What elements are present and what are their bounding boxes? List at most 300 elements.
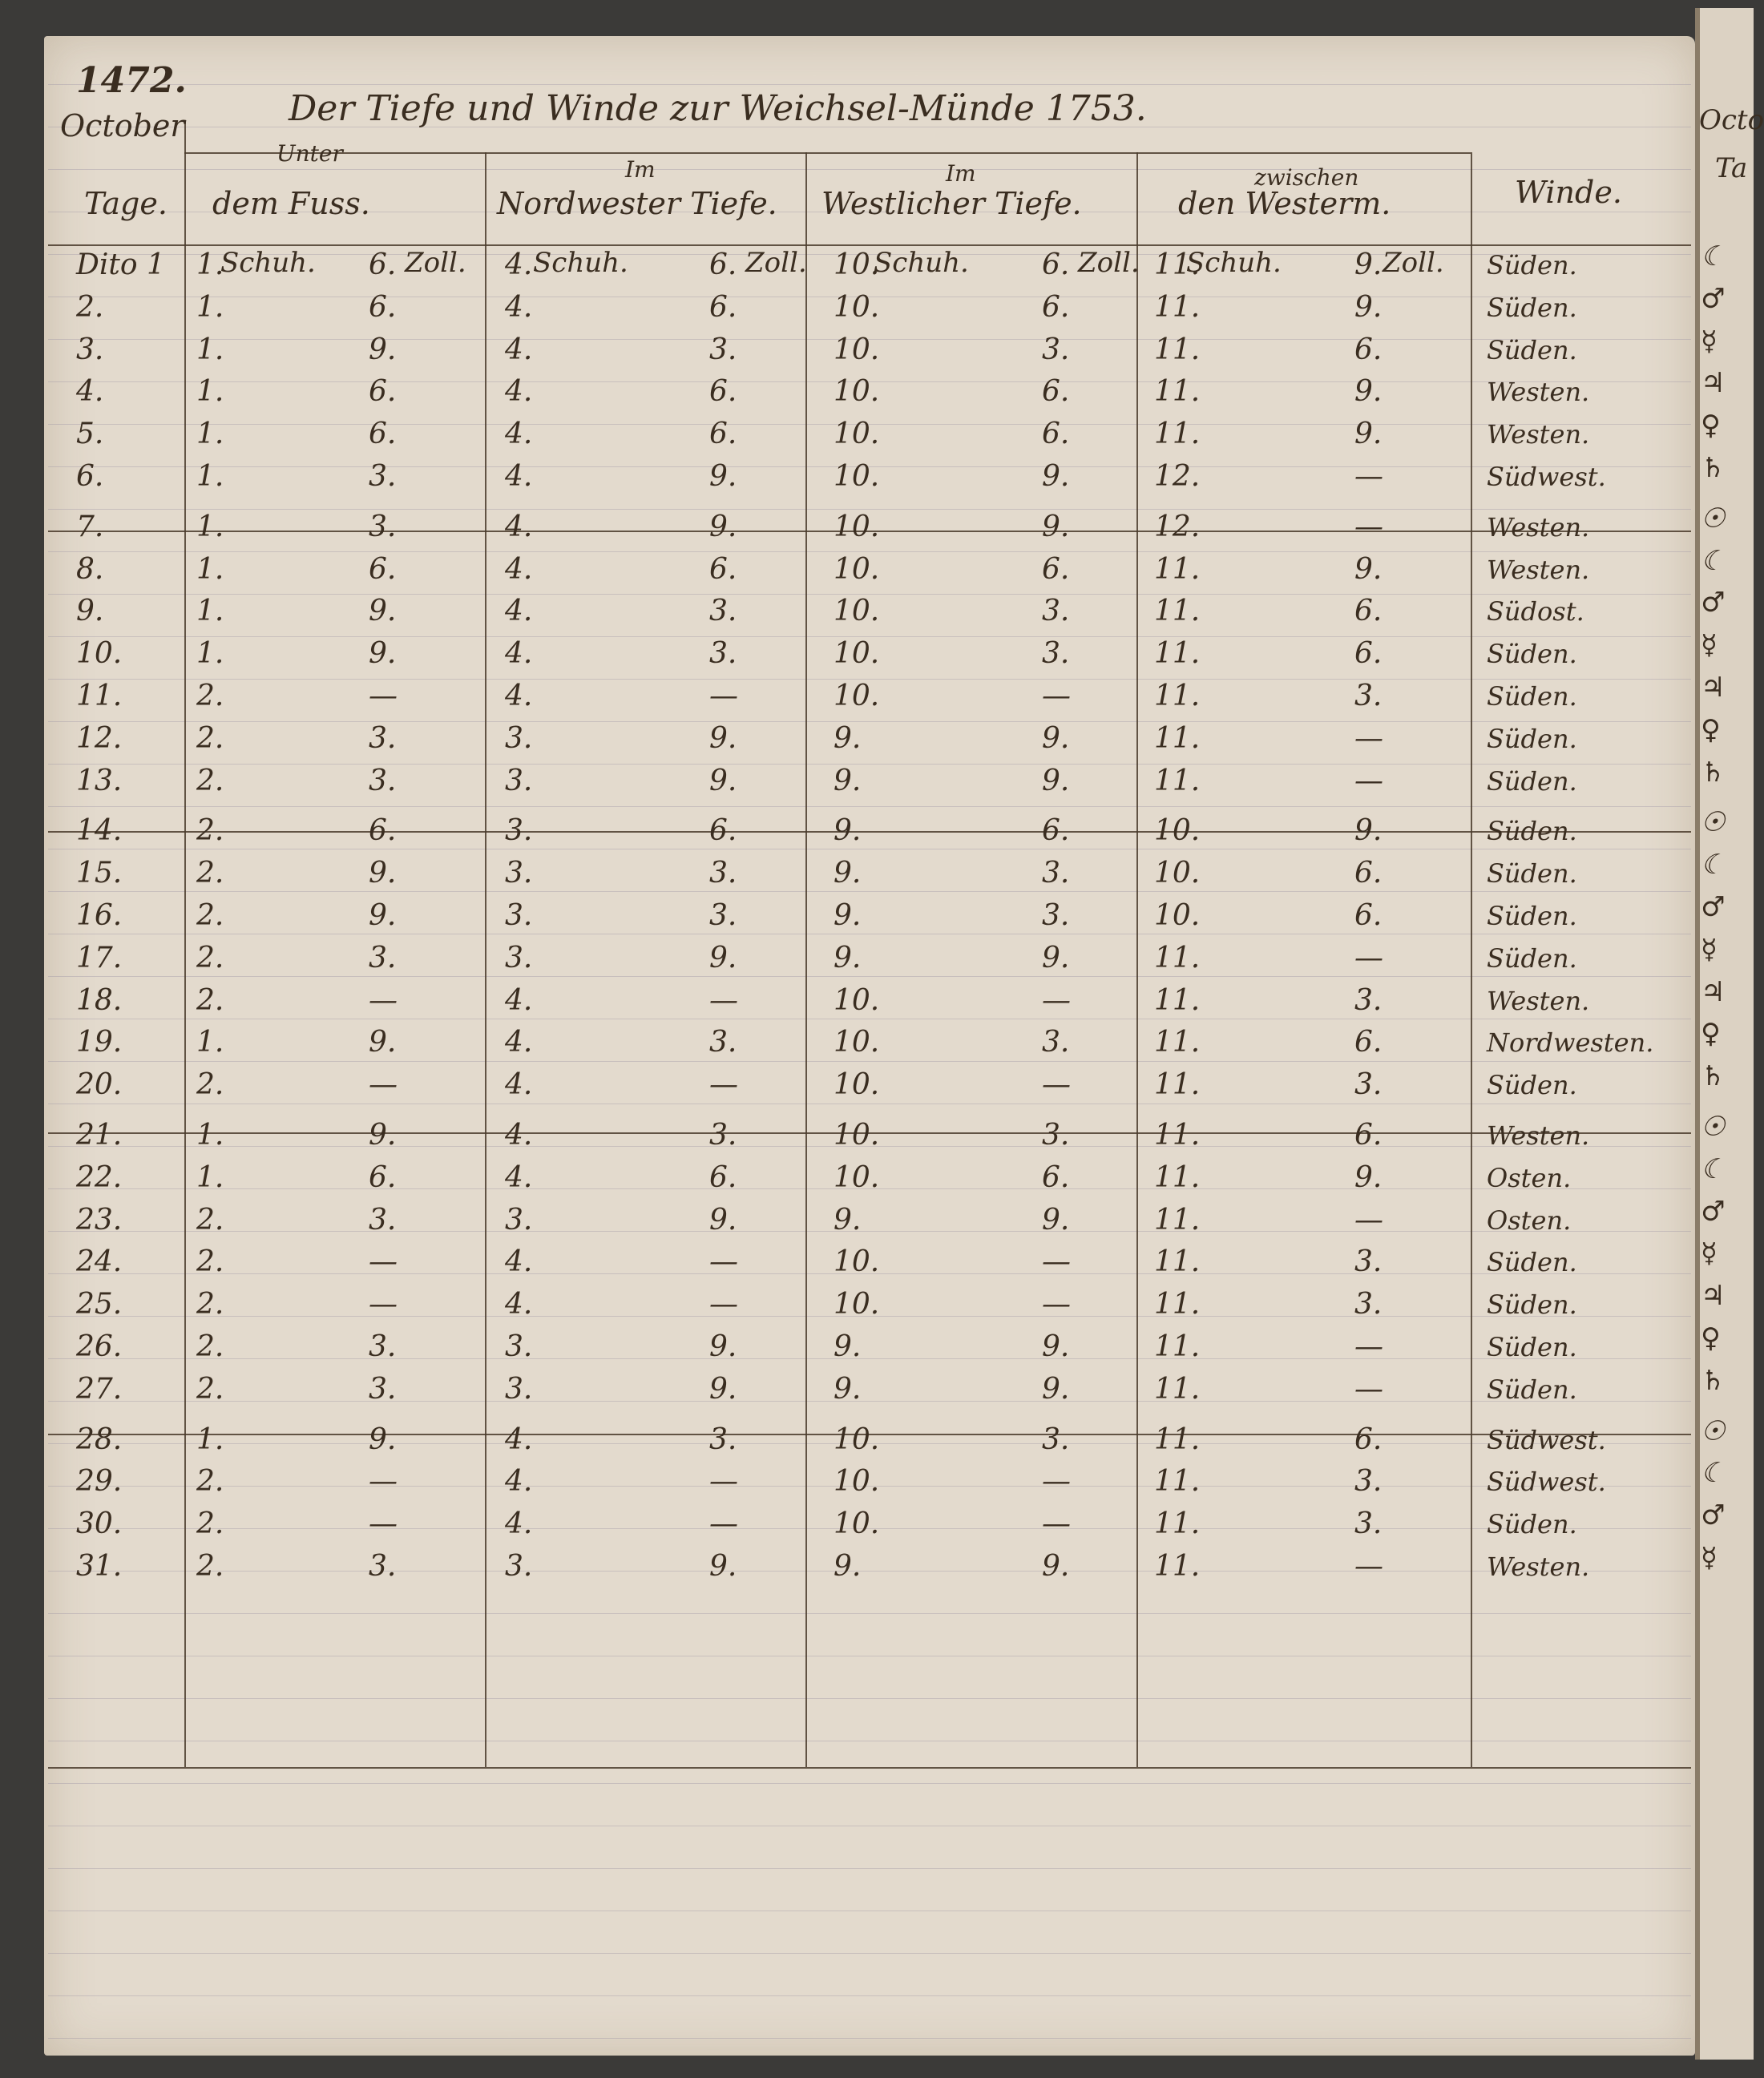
wind-cell: Westen. xyxy=(1487,554,1590,585)
adjacent-page-mark: ☾ xyxy=(1701,240,1726,272)
depth-cell-c1a: 2. xyxy=(196,1203,224,1237)
day-cell: 3. xyxy=(76,333,104,366)
ruled-line xyxy=(48,891,1691,892)
depth-cell-c4a: 11. xyxy=(1154,637,1201,671)
depth-cell-c3a: 9. xyxy=(834,899,862,932)
adjacent-page-mark: ☿ xyxy=(1701,629,1718,662)
depth-cell-c3b: — xyxy=(1042,1465,1071,1499)
depth-cell-c4a: 11. xyxy=(1154,983,1201,1017)
column-header-3-over: Im xyxy=(946,160,976,187)
wind-cell: Westen. xyxy=(1487,511,1590,543)
wind-cell: Süden. xyxy=(1487,723,1577,754)
day-cell: 2. xyxy=(76,290,104,324)
column-rule xyxy=(1136,152,1138,1767)
day-cell: 27. xyxy=(76,1372,123,1406)
depth-cell-c4a: 11. xyxy=(1154,1288,1201,1321)
wind-cell: Süden. xyxy=(1487,816,1577,847)
depth-cell-c3a: 10. xyxy=(834,1422,880,1456)
day-cell: 4. xyxy=(76,375,104,409)
adjacent-page-mark: ♂ xyxy=(1701,282,1726,315)
depth-cell-c3a: 10. xyxy=(834,290,880,324)
depth-cell-c4b: 6. xyxy=(1354,899,1383,932)
ruled-line xyxy=(48,1953,1691,1954)
ruled-line xyxy=(48,976,1691,977)
ruled-line xyxy=(48,1571,1691,1572)
adjacent-page-mark: ☿ xyxy=(1701,325,1718,357)
depth-cell-c4b: 6. xyxy=(1354,333,1383,366)
depth-cell-c4b: 6. xyxy=(1354,1026,1383,1059)
depth-cell-c4a: 11. xyxy=(1154,290,1201,324)
depth-cell-c1a: 1. xyxy=(196,510,224,543)
day-cell: 13. xyxy=(76,764,123,797)
depth-cell-c2a: 3. xyxy=(505,857,533,890)
adjacent-page-mark: ♂ xyxy=(1701,891,1726,923)
column-header-day: Tage. xyxy=(84,186,168,221)
depth-cell-c2a: 4. xyxy=(505,1026,533,1059)
depth-cell-c2b: 3. xyxy=(709,899,737,932)
depth-cell-c3a: 10. xyxy=(834,1160,880,1194)
day-cell: 7. xyxy=(76,510,104,543)
depth-cell-c3b: 9. xyxy=(1042,1550,1070,1583)
depth-cell-c2a: 3. xyxy=(505,764,533,797)
wind-cell: Südost. xyxy=(1487,596,1584,627)
depth-cell-c3b: 6. xyxy=(1042,418,1070,451)
page-title: Der Tiefe und Winde zur Weichsel-Münde 1753. xyxy=(289,88,1147,129)
depth-cell-c2b: 6. xyxy=(709,552,737,586)
depth-cell-c3b: — xyxy=(1042,1288,1071,1321)
depth-cell-c4b: — xyxy=(1354,941,1383,974)
depth-cell-c2b: 9. xyxy=(709,941,737,974)
depth-cell-c3a: 9. xyxy=(834,1203,862,1237)
depth-cell-c3a: 10. xyxy=(834,333,880,366)
depth-cell-c3a: 10. xyxy=(834,1068,880,1102)
depth-cell-c3b: 3. xyxy=(1042,333,1070,366)
depth-cell-c4a: 11. xyxy=(1154,1203,1201,1237)
day-cell: 26. xyxy=(76,1330,123,1363)
depth-cell-c1b: 6. xyxy=(369,375,397,409)
depth-cell-c2a: 3. xyxy=(505,1372,533,1406)
ruled-line xyxy=(48,2038,1691,2039)
depth-cell-c3a: 10. xyxy=(834,637,880,671)
depth-cell-c2b: 9. xyxy=(709,1330,737,1363)
unit-schuh: Schuh. xyxy=(220,247,316,279)
depth-cell-c2a: 4. xyxy=(505,1288,533,1321)
depth-cell-c1b: — xyxy=(369,1068,398,1102)
day-cell: 10. xyxy=(76,637,123,671)
depth-cell-c2b: 6. xyxy=(709,375,737,409)
ruled-line xyxy=(48,1995,1691,1996)
column-rule xyxy=(805,152,807,1767)
adjacent-page-mark: ☉ xyxy=(1701,1111,1726,1143)
depth-cell-c2b: 3. xyxy=(709,595,737,628)
depth-cell-c4b: 3. xyxy=(1354,983,1383,1017)
depth-cell-c2b: — xyxy=(709,1288,738,1321)
depth-cell-c2a: 3. xyxy=(505,721,533,755)
adjacent-page-mark: ☉ xyxy=(1701,806,1726,839)
depth-cell-c2b: 3. xyxy=(709,1422,737,1456)
depth-cell-c2a: 4. xyxy=(505,552,533,586)
column-header-4-over: zwischen xyxy=(1254,164,1359,191)
depth-cell-c1b: 9. xyxy=(369,899,397,932)
depth-cell-c2a: 3. xyxy=(505,1330,533,1363)
wind-cell: Südwest. xyxy=(1487,1467,1606,1498)
depth-cell-c1b: — xyxy=(369,680,398,712)
depth-cell-c3a: 9. xyxy=(834,1372,862,1406)
depth-cell-c4b: — xyxy=(1354,510,1383,543)
adjacent-page-mark: ♀ xyxy=(1701,410,1721,442)
depth-cell-c4b: 3. xyxy=(1354,1507,1383,1541)
adjacent-page-mark: ☿ xyxy=(1701,1542,1718,1574)
unit-zoll: Zoll. xyxy=(745,247,807,279)
depth-cell-c2b: 3. xyxy=(709,1026,737,1059)
wind-cell: Westen. xyxy=(1487,985,1590,1016)
depth-cell-c2a: 4. xyxy=(505,1068,533,1102)
depth-cell-c1b: 6. xyxy=(369,418,397,451)
day-cell: 21. xyxy=(76,1119,123,1152)
depth-cell-c1b: 3. xyxy=(369,1372,397,1406)
day-cell: 25. xyxy=(76,1288,123,1321)
depth-cell-c3b: 3. xyxy=(1042,1119,1070,1152)
depth-cell-c2b: 9. xyxy=(709,510,737,543)
week-separator xyxy=(48,831,1691,833)
column-header-1: dem Fuss. xyxy=(212,186,370,221)
depth-cell-c3a: 10. xyxy=(834,1507,880,1541)
depth-cell-c1b: 3. xyxy=(369,721,397,755)
depth-cell-c2b: 9. xyxy=(709,1372,737,1406)
month-label: October xyxy=(60,108,185,143)
depth-cell-c3b: 9. xyxy=(1042,460,1070,493)
depth-cell-c4b: 6. xyxy=(1354,1119,1383,1152)
adjacent-page-mark: ♄ xyxy=(1701,756,1726,789)
column-rule xyxy=(485,152,486,1767)
depth-cell-c4a: 11. xyxy=(1154,375,1201,409)
depth-cell-c1b: — xyxy=(369,983,398,1017)
depth-cell-c1b: 6. xyxy=(369,1160,397,1194)
depth-cell-c2a: 4. xyxy=(505,1507,533,1541)
depth-cell-c1b: 9. xyxy=(369,1026,397,1059)
depth-cell-c3b: 3. xyxy=(1042,899,1070,932)
depth-cell-c2b: 6. xyxy=(709,290,737,324)
depth-cell-c3b: 6. xyxy=(1042,375,1070,409)
depth-cell-c3a: 10. xyxy=(834,552,880,586)
wind-cell: Süden. xyxy=(1487,858,1577,890)
adjacent-page-mark: ☾ xyxy=(1701,849,1726,882)
depth-cell-c2a: 4. xyxy=(505,1245,533,1279)
depth-cell-c3a: 9. xyxy=(834,1330,862,1363)
day-cell: 19. xyxy=(76,1026,123,1059)
column-header-1-over: Unter xyxy=(277,140,343,167)
depth-cell-c2a: 3. xyxy=(505,899,533,932)
depth-cell-c4b: 3. xyxy=(1354,1068,1383,1102)
depth-cell-c1b: 9. xyxy=(369,333,397,366)
depth-cell-c2a: 4. xyxy=(505,595,533,628)
ruled-line xyxy=(48,1613,1691,1614)
ruled-line xyxy=(48,1868,1691,1869)
depth-cell-c4a: 11. xyxy=(1154,333,1201,366)
depth-cell-c1b: 3. xyxy=(369,1550,397,1583)
wind-cell: Süden. xyxy=(1487,250,1577,280)
ruled-line xyxy=(48,764,1691,765)
unit-zoll: Zoll. xyxy=(1078,247,1140,279)
depth-cell-c4a: 11. xyxy=(1154,552,1201,586)
day-cell: 24. xyxy=(76,1245,123,1279)
depth-cell-c3b: 3. xyxy=(1042,1026,1070,1059)
depth-cell-c2a: 4. xyxy=(505,333,533,366)
depth-cell-c4b: 6. xyxy=(1354,1422,1383,1456)
depth-cell-c1b: 9. xyxy=(369,595,397,628)
wind-cell: Süden. xyxy=(1487,942,1577,974)
depth-cell-c4b: 3. xyxy=(1354,680,1383,712)
adjacent-page-mark: ☉ xyxy=(1701,502,1726,535)
depth-cell-c1a: 2. xyxy=(196,899,224,932)
depth-cell-c3b: 6. xyxy=(1042,552,1070,586)
day-cell: 22. xyxy=(76,1160,123,1194)
adjacent-page-mark: ☿ xyxy=(1701,1237,1718,1270)
depth-cell-c4b: 9. xyxy=(1354,375,1383,409)
depth-cell-c1a: 1. xyxy=(196,1422,224,1456)
depth-cell-c1a: 1. xyxy=(196,1026,224,1059)
depth-cell-c4b: — xyxy=(1354,460,1383,493)
day-cell: 16. xyxy=(76,899,123,932)
column-header-4: den Westerm. xyxy=(1178,186,1391,221)
depth-cell-c3b: — xyxy=(1042,983,1071,1017)
day-cell: 29. xyxy=(76,1465,123,1499)
column-rule xyxy=(1471,152,1472,1767)
table-bottom-rule xyxy=(48,1767,1691,1769)
depth-cell-c3b: 9. xyxy=(1042,1203,1070,1237)
wind-cell: Süden. xyxy=(1487,681,1577,712)
wind-cell: Süden. xyxy=(1487,1070,1577,1101)
depth-cell-c2b: 6. xyxy=(709,1160,737,1194)
depth-cell-c4a: 11. xyxy=(1154,248,1201,281)
depth-cell-c3a: 9. xyxy=(834,857,862,890)
depth-cell-c1a: 2. xyxy=(196,814,224,848)
day-cell: 11. xyxy=(76,680,123,712)
depth-cell-c2a: 4. xyxy=(505,983,533,1017)
depth-cell-c1a: 2. xyxy=(196,1465,224,1499)
depth-cell-c1a: 2. xyxy=(196,764,224,797)
depth-cell-c1b: 3. xyxy=(369,1330,397,1363)
wind-cell: Süden. xyxy=(1487,334,1577,365)
depth-cell-c3b: — xyxy=(1042,1068,1071,1102)
depth-cell-c1a: 2. xyxy=(196,983,224,1017)
depth-cell-c3a: 10. xyxy=(834,595,880,628)
depth-cell-c4a: 11. xyxy=(1154,721,1201,755)
depth-cell-c4b: — xyxy=(1354,1330,1383,1363)
depth-cell-c4b: 6. xyxy=(1354,637,1383,671)
adjacent-page-mark: ♄ xyxy=(1701,1364,1726,1397)
day-cell: 8. xyxy=(76,552,104,586)
adjacent-page-mark: ♄ xyxy=(1701,452,1726,484)
depth-cell-c4a: 11. xyxy=(1154,764,1201,797)
adjacent-page-mark: ♂ xyxy=(1701,1499,1726,1532)
depth-cell-c3b: 3. xyxy=(1042,595,1070,628)
depth-cell-c2b: 3. xyxy=(709,637,737,671)
depth-cell-c1a: 2. xyxy=(196,941,224,974)
depth-cell-c4b: — xyxy=(1354,721,1383,755)
depth-cell-c1a: 1. xyxy=(196,418,224,451)
header-rule-top xyxy=(184,152,1471,154)
depth-cell-c4a: 10. xyxy=(1154,814,1201,848)
depth-cell-c2a: 4. xyxy=(505,680,533,712)
ruled-line xyxy=(48,1231,1691,1232)
ruled-line xyxy=(48,721,1691,722)
depth-cell-c3a: 10. xyxy=(834,1119,880,1152)
depth-cell-c4a: 10. xyxy=(1154,857,1201,890)
depth-cell-c4a: 11. xyxy=(1154,1465,1201,1499)
ruled-line xyxy=(48,806,1691,807)
depth-cell-c2a: 4. xyxy=(505,637,533,671)
depth-cell-c2a: 4. xyxy=(505,418,533,451)
depth-cell-c3b: 9. xyxy=(1042,764,1070,797)
depth-cell-c1a: 2. xyxy=(196,1550,224,1583)
depth-cell-c4a: 11. xyxy=(1154,941,1201,974)
depth-cell-c3b: 9. xyxy=(1042,941,1070,974)
depth-cell-c1b: — xyxy=(369,1245,398,1279)
depth-cell-c2a: 4. xyxy=(505,460,533,493)
depth-cell-c2a: 3. xyxy=(505,941,533,974)
depth-cell-c1b: 3. xyxy=(369,1203,397,1237)
depth-cell-c3a: 9. xyxy=(834,1550,862,1583)
depth-cell-c1a: 2. xyxy=(196,1372,224,1406)
depth-cell-c3a: 10. xyxy=(834,460,880,493)
depth-cell-c1b: 9. xyxy=(369,857,397,890)
depth-cell-c3a: 10. xyxy=(834,1465,880,1499)
depth-cell-c2b: 9. xyxy=(709,1203,737,1237)
wind-cell: Westen. xyxy=(1487,419,1590,450)
depth-cell-c4b: 9. xyxy=(1354,814,1383,848)
depth-cell-c1a: 2. xyxy=(196,1507,224,1541)
depth-cell-c4b: 3. xyxy=(1354,1245,1383,1279)
ruled-line xyxy=(48,169,1691,170)
unit-schuh: Schuh. xyxy=(533,247,628,279)
wind-cell: Süden. xyxy=(1487,901,1577,931)
depth-cell-c1a: 1. xyxy=(196,290,224,324)
depth-cell-c1b: 6. xyxy=(369,814,397,848)
day-cell: 17. xyxy=(76,941,123,974)
depth-cell-c3b: 6. xyxy=(1042,290,1070,324)
depth-cell-c1a: 2. xyxy=(196,1288,224,1321)
depth-cell-c4a: 11. xyxy=(1154,418,1201,451)
depth-cell-c4a: 10. xyxy=(1154,899,1201,932)
depth-cell-c4a: 11. xyxy=(1154,680,1201,712)
depth-cell-c2b: — xyxy=(709,1465,738,1499)
wind-cell: Westen. xyxy=(1487,377,1590,408)
depth-cell-c2b: — xyxy=(709,1245,738,1279)
depth-cell-c4b: — xyxy=(1354,1203,1383,1237)
depth-cell-c1a: 2. xyxy=(196,721,224,755)
adjacent-page-mark: ☿ xyxy=(1701,933,1718,966)
depth-cell-c4b: — xyxy=(1354,1372,1383,1406)
depth-cell-c4b: 3. xyxy=(1354,1465,1383,1499)
depth-cell-c4b: 3. xyxy=(1354,1288,1383,1321)
depth-cell-c2a: 3. xyxy=(505,814,533,848)
depth-cell-c1b: — xyxy=(369,1288,398,1321)
wind-cell: Osten. xyxy=(1487,1162,1572,1193)
adjacent-page-mark: ☾ xyxy=(1701,544,1726,577)
wind-cell: Süden. xyxy=(1487,1374,1577,1405)
wind-cell: Südwest. xyxy=(1487,462,1606,492)
depth-cell-c4a: 11. xyxy=(1154,1507,1201,1541)
adjacent-page-mark: ♀ xyxy=(1701,713,1721,746)
depth-cell-c3b: 3. xyxy=(1042,857,1070,890)
wind-cell: Süden. xyxy=(1487,639,1577,670)
adjacent-page-mark: ♄ xyxy=(1701,1060,1726,1093)
wind-cell: Westen. xyxy=(1487,1551,1590,1582)
depth-cell-c4b: 6. xyxy=(1354,595,1383,628)
depth-cell-c4a: 11. xyxy=(1154,1068,1201,1102)
depth-cell-c2b: 6. xyxy=(709,418,737,451)
day-cell: 14. xyxy=(76,814,123,848)
unit-schuh: Schuh. xyxy=(1186,247,1282,279)
depth-cell-c2a: 4. xyxy=(505,375,533,409)
adjacent-page-mark: ☉ xyxy=(1701,1414,1726,1447)
depth-cell-c1a: 1. xyxy=(196,460,224,493)
adjacent-page-mark: ♃ xyxy=(1701,1280,1726,1313)
depth-cell-c1b: — xyxy=(369,1507,398,1541)
depth-cell-c1a: 2. xyxy=(196,857,224,890)
depth-cell-c4a: 11. xyxy=(1154,595,1201,628)
depth-cell-c2b: — xyxy=(709,1068,738,1102)
depth-cell-c1a: 1. xyxy=(196,1160,224,1194)
unit-schuh: Schuh. xyxy=(874,247,969,279)
depth-cell-c3b: 9. xyxy=(1042,721,1070,755)
depth-cell-c2b: — xyxy=(709,983,738,1017)
unit-zoll: Zoll. xyxy=(1383,247,1444,279)
header-rule xyxy=(48,244,1691,246)
adjacent-page-mark: ♀ xyxy=(1701,1018,1721,1051)
depth-cell-c4a: 11. xyxy=(1154,1550,1201,1583)
depth-cell-c2b: 6. xyxy=(709,248,737,281)
ruled-line xyxy=(48,1698,1691,1699)
depth-cell-c3a: 10. xyxy=(834,375,880,409)
depth-cell-c4a: 11. xyxy=(1154,1245,1201,1279)
depth-cell-c4a: 12. xyxy=(1154,510,1201,543)
depth-cell-c4b: 9. xyxy=(1354,418,1383,451)
depth-cell-c4b: 9. xyxy=(1354,248,1383,281)
depth-cell-c1b: 9. xyxy=(369,1119,397,1152)
depth-cell-c4a: 11. xyxy=(1154,1422,1201,1456)
depth-cell-c3b: 9. xyxy=(1042,510,1070,543)
day-cell: 18. xyxy=(76,983,123,1017)
depth-cell-c3b: 6. xyxy=(1042,248,1070,281)
depth-cell-c1a: 1. xyxy=(196,1119,224,1152)
column-header-2-over: Im xyxy=(625,156,656,183)
wind-cell: Süden. xyxy=(1487,1509,1577,1540)
wind-cell: Süden. xyxy=(1487,765,1577,797)
depth-cell-c3a: 9. xyxy=(834,721,862,755)
wind-cell: Süden. xyxy=(1487,1289,1577,1321)
depth-cell-c3a: 10. xyxy=(834,418,880,451)
adjacent-page-mark: ♂ xyxy=(1701,587,1726,619)
depth-cell-c3b: 3. xyxy=(1042,637,1070,671)
adjacent-page-mark: ☾ xyxy=(1701,1152,1726,1185)
wind-cell: Westen. xyxy=(1487,1120,1590,1151)
depth-cell-c1a: 1. xyxy=(196,333,224,366)
day-cell: 20. xyxy=(76,1068,123,1102)
depth-cell-c1b: 3. xyxy=(369,764,397,797)
adjacent-page-mark: ☾ xyxy=(1701,1457,1726,1490)
depth-cell-c3a: 10. xyxy=(834,248,880,281)
unit-zoll: Zoll. xyxy=(405,247,466,279)
margin-rule xyxy=(184,120,186,1767)
depth-cell-c3b: 3. xyxy=(1042,1422,1070,1456)
depth-cell-c4b: — xyxy=(1354,1550,1383,1583)
depth-cell-c3b: — xyxy=(1042,1507,1071,1541)
depth-cell-c1a: 2. xyxy=(196,1330,224,1363)
depth-cell-c2a: 4. xyxy=(505,1422,533,1456)
depth-cell-c2a: 4. xyxy=(505,510,533,543)
